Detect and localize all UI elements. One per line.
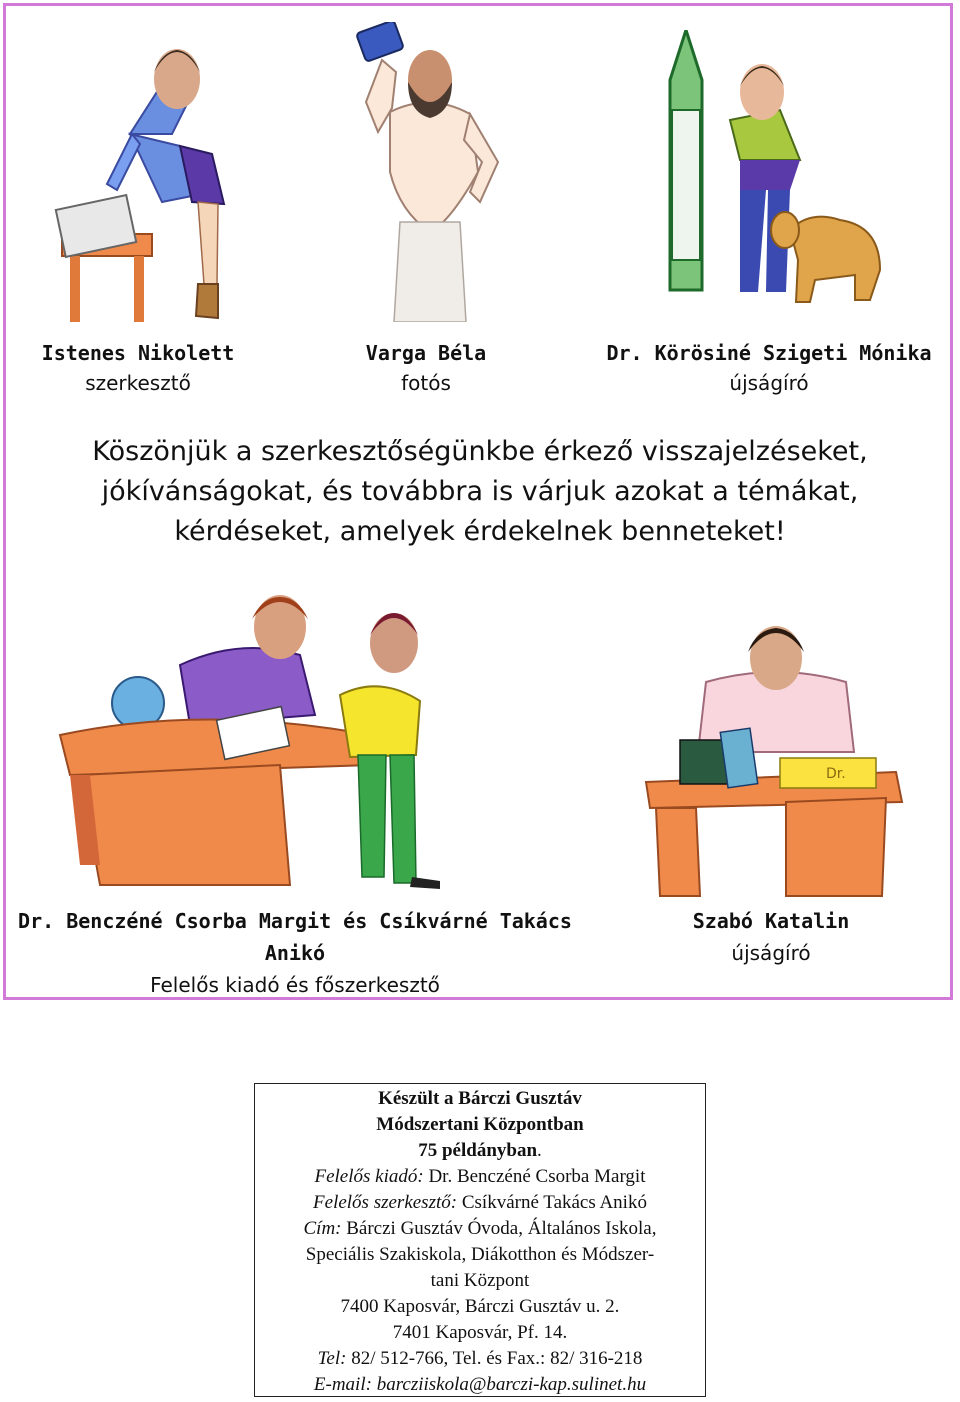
imprint-address-value-2: Speciális Szakiskola, Diákotthon és Módszer- bbox=[305, 1244, 655, 1265]
imprint-line3-dot: . bbox=[537, 1140, 542, 1161]
illustration-editors-desk bbox=[40, 585, 500, 895]
staff-role-2: fotós bbox=[401, 371, 451, 395]
staff-name-4: Szabó Katalin bbox=[692, 909, 850, 933]
thanks-message: Köszönjük a szerkesztőségünkbe érkező visszajelzéseket, jókívánságokat, és továbbra is várjuk azokat a témákat, kérdéseket, amelyek érdekelnek benneteket! bbox=[92, 436, 868, 547]
imprint-address-label: Cím: bbox=[303, 1218, 342, 1239]
staff-role-1: szerkesztő bbox=[85, 371, 191, 395]
staff-name-3: Dr. Körösiné Szigeti Mónika bbox=[606, 341, 932, 365]
imprint-line1: Készült a Bárczi Gusztáv bbox=[378, 1088, 582, 1109]
illustration-photographer bbox=[330, 22, 520, 322]
staff-name-2: Varga Béla bbox=[365, 341, 487, 365]
imprint-editor-value: Csíkvárné Takács Anikó bbox=[457, 1192, 647, 1213]
imprint-email[interactable]: E-mail: barcziiskola@barczi-kap.sulinet.hu bbox=[313, 1374, 647, 1395]
illustration-journalist-desk bbox=[636, 612, 916, 902]
imprint-box bbox=[254, 1083, 706, 1397]
imprint-publisher-value: Dr. Benczéné Csorba Margit bbox=[423, 1166, 646, 1187]
imprint-tel bbox=[255, 1346, 705, 1372]
imprint-address bbox=[255, 1216, 705, 1242]
imprint-publisher bbox=[255, 1164, 705, 1190]
staff-role-3: újságíró bbox=[729, 371, 809, 395]
imprint-postal-2: 7401 Kaposvár, Pf. 14. bbox=[392, 1322, 568, 1343]
imprint-line3-text: 75 példányban bbox=[418, 1140, 538, 1161]
imprint-editor-label: Felelős szerkesztő: bbox=[313, 1192, 458, 1213]
imprint-postal-1: 7400 Kaposvár, Bárczi Gusztáv u. 2. bbox=[340, 1296, 620, 1317]
imprint-publisher-label: Felelős kiadó: bbox=[314, 1166, 424, 1187]
editors-name-line1: Dr. Benczéné Csorba Margit és Csíkvárné Takács bbox=[18, 909, 572, 933]
imprint-tel-value: 82/ 512-766, Tel. és Fax.: 82/ 316-218 bbox=[346, 1348, 643, 1369]
imprint-line3 bbox=[255, 1138, 705, 1164]
illustration-editor bbox=[12, 34, 242, 326]
imprint-address-value-1: Bárczi Gusztáv Óvoda, Általános Iskola, bbox=[341, 1218, 657, 1239]
editors-name-line2: Anikó bbox=[264, 941, 326, 965]
editors-role: Felelős kiadó és főszerkesztő bbox=[150, 973, 440, 997]
imprint-address-value-3: tani Központ bbox=[430, 1270, 530, 1291]
staff-name-1: Istenes Nikolett bbox=[41, 341, 235, 365]
illustration-journalist bbox=[640, 30, 900, 322]
imprint-tel-label: Tel: bbox=[317, 1348, 347, 1369]
imprint-line2: Módszertani Központban bbox=[376, 1114, 584, 1135]
imprint-editor bbox=[255, 1190, 705, 1216]
staff-role-4: újságíró bbox=[731, 941, 811, 965]
desk-sign-text: Dr. bbox=[826, 766, 846, 782]
